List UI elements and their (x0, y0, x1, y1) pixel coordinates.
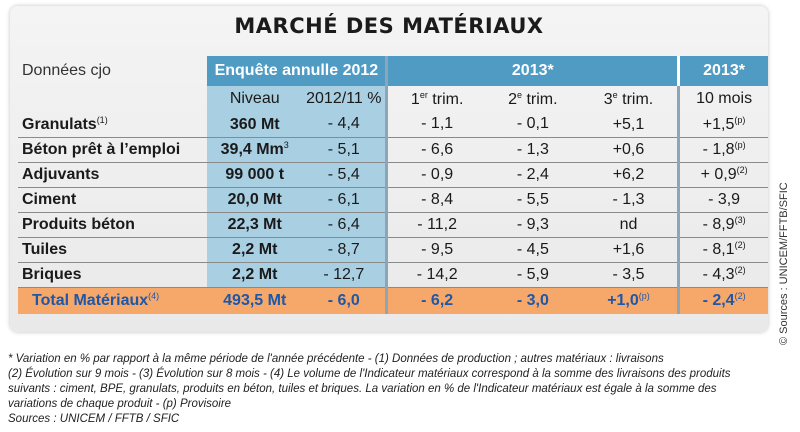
table-row (18, 187, 768, 212)
row-t3 (580, 112, 679, 137)
niveau-text: 39,4 Mm (220, 141, 284, 158)
table-card (10, 6, 768, 332)
total-m10-sup: (2) (734, 291, 746, 302)
footnote-line: (2) Évolution sur 9 mois - (3) Évolution sur 8 mois - (4) Le volume de l'Indicateur matériaux correspond à la somme des livraisons des produits (8, 368, 731, 380)
row-m10 (679, 137, 768, 162)
row-var: - 5,4 (302, 162, 387, 187)
row-t2: - 4,5 (486, 237, 580, 262)
m10-text: +1,5 (702, 115, 735, 133)
niveau-text: 20,0 Mt (227, 191, 282, 208)
table-row (18, 162, 768, 187)
row-t1: - 9,5 (387, 237, 486, 262)
table-row (18, 262, 768, 287)
row-label (18, 162, 207, 187)
trim2-num: 2 (508, 90, 518, 108)
total-m10-text: - 2,4 (702, 292, 735, 310)
row-var: - 12,7 (302, 262, 387, 287)
footnote-line: Sources : UNICEM / FFTB / SFIC (8, 413, 180, 425)
row-t1: - 0,9 (387, 162, 486, 187)
t3-text: +0,6 (612, 141, 645, 158)
header-row-2 (18, 86, 768, 112)
trim1-num: 1 (410, 90, 420, 108)
niveau-text: 2,2 Mt (232, 266, 278, 283)
t3-text: - 1,3 (612, 191, 645, 208)
t3-text: +1,6 (612, 241, 645, 258)
niveau-text: 360 Mt (229, 115, 280, 133)
row-var: - 8,7 (302, 237, 387, 262)
total-t3-sup: (p) (638, 291, 650, 302)
row-label-text: Tuiles (22, 241, 68, 258)
table-title: MARCHÉ DES MATÉRIAUX (234, 14, 544, 38)
niveau-text: 2,2 Mt (232, 241, 278, 258)
total-niveau: 493,5 Mt (207, 287, 302, 314)
row-var: - 6,4 (302, 212, 387, 237)
row-label (18, 237, 207, 262)
footnote-line: suivants : ciment, BPE, granulats, produits en béton, tuiles et briques. La variation en % de l'Indicateur matériaux est égale à la somme des (8, 383, 717, 395)
m10-text: - 3,9 (708, 191, 741, 208)
total-m10 (679, 287, 768, 314)
header-empty (18, 86, 207, 112)
row-t3 (580, 162, 679, 187)
niveau-text: 22,3 Mt (227, 216, 282, 233)
row-t1: - 14,2 (387, 262, 486, 287)
donnees-cjo-label: Données cjo (22, 62, 111, 79)
row-t2: - 5,5 (486, 187, 580, 212)
m10-sup: (p) (734, 114, 746, 125)
m10-text: - 8,9 (702, 216, 735, 233)
table-row (18, 137, 768, 162)
mois10-header: 10 mois (679, 86, 768, 112)
row-label-sup: (1) (96, 114, 108, 125)
total-var: - 6,0 (302, 287, 387, 314)
m10-sup: (3) (734, 215, 746, 225)
m10-text: - 1,8 (702, 141, 735, 158)
m10-sup: (2) (734, 265, 746, 275)
row-t1: - 11,2 (387, 212, 486, 237)
total-t2: - 3,0 (486, 287, 580, 314)
m10-text: - 4,3 (702, 266, 735, 283)
total-t3-text: +1,0 (607, 292, 639, 310)
row-t2: - 0,1 (486, 112, 580, 137)
t3-text: - 3,5 (612, 266, 645, 283)
row-t3 (580, 237, 679, 262)
row-var: - 5,1 (302, 137, 387, 162)
m10-sup: (2) (736, 165, 748, 175)
footnote-line: variations de chaque produit - (p) Provisoire (8, 398, 232, 410)
row-niveau (207, 137, 302, 162)
row-t2: - 2,4 (486, 162, 580, 187)
row-t3 (580, 187, 679, 212)
enquete-header: Enquête annulle 2012 (207, 56, 387, 86)
t3-text: +6,2 (612, 166, 645, 183)
m10-sup: (p) (734, 140, 746, 150)
row-var: - 4,4 (302, 112, 387, 137)
row-label (18, 137, 207, 162)
trim2-label: trim. (522, 90, 558, 108)
trim1-header (387, 86, 486, 112)
row-label (18, 262, 207, 287)
row-t3 (580, 262, 679, 287)
row-m10 (679, 162, 768, 187)
row-m10 (679, 112, 768, 137)
table-row (18, 212, 768, 237)
table-row (18, 237, 768, 262)
row-label (18, 212, 207, 237)
row-t2: - 5,9 (486, 262, 580, 287)
vertical-source-credit: © Sources : UNICEM/FFTB/SFIC (778, 182, 790, 345)
t3-text: nd (619, 216, 638, 233)
table-row (18, 112, 768, 137)
trim3-label: trim. (617, 90, 654, 108)
trim3-num: 3 (603, 90, 613, 108)
row-t1: - 8,4 (387, 187, 486, 212)
row-label-text: Produits béton (22, 216, 135, 233)
header-row-1 (18, 56, 768, 86)
materials-table (18, 56, 768, 314)
total-t1: - 6,2 (387, 287, 486, 314)
total-label-text: Total Matériaux (32, 292, 149, 310)
footnotes (8, 352, 778, 427)
m10-text: + 0,9 (700, 166, 737, 183)
row-t1: - 1,1 (387, 112, 486, 137)
niveau-sup: 3 (283, 140, 289, 150)
trim3-header (580, 86, 679, 112)
total-t3 (580, 287, 679, 314)
total-row (18, 287, 768, 314)
row-t1: - 6,6 (387, 137, 486, 162)
row-m10 (679, 237, 768, 262)
row-niveau (207, 262, 302, 287)
year-2013-header: 2013* (387, 56, 679, 86)
row-label-text: Granulats (22, 115, 97, 133)
row-niveau (207, 112, 302, 137)
trim1-sup: er (419, 89, 428, 100)
row-label-text: Briques (22, 266, 82, 283)
row-m10 (679, 212, 768, 237)
m10-sup: (2) (734, 240, 746, 250)
row-m10 (679, 187, 768, 212)
row-t2: - 9,3 (486, 212, 580, 237)
row-label-text: Adjuvants (22, 166, 100, 183)
row-t2: - 1,3 (486, 137, 580, 162)
footnote-line: * Variation en % par rapport à la même période de l'année précédente - (1) Données de production ; autres matériaux : livraisons (8, 353, 664, 365)
year-2013-b-header: 2013* (679, 56, 768, 86)
total-label (18, 287, 207, 314)
niveau-text: 99 000 t (225, 166, 285, 183)
trim3-sup: e (612, 89, 618, 100)
row-var: - 6,1 (302, 187, 387, 212)
niveau-header: Niveau (207, 86, 302, 112)
row-label (18, 187, 207, 212)
m10-text: - 8,1 (702, 241, 735, 258)
row-label-text: Ciment (22, 191, 77, 208)
row-niveau (207, 187, 302, 212)
row-t3 (580, 212, 679, 237)
trim2-sup: e (517, 89, 523, 100)
trim2-header (486, 86, 580, 112)
variation-2012-header: 2012/11 % (302, 86, 387, 112)
total-label-sup: (4) (148, 291, 160, 302)
trim1-label: trim. (427, 90, 464, 108)
row-niveau (207, 212, 302, 237)
row-niveau (207, 162, 302, 187)
row-label (18, 112, 207, 137)
row-m10 (679, 262, 768, 287)
row-t3 (580, 137, 679, 162)
row-niveau (207, 237, 302, 262)
row-label-text: Béton prêt à l’emploi (22, 141, 181, 158)
t3-text: +5,1 (612, 115, 645, 133)
